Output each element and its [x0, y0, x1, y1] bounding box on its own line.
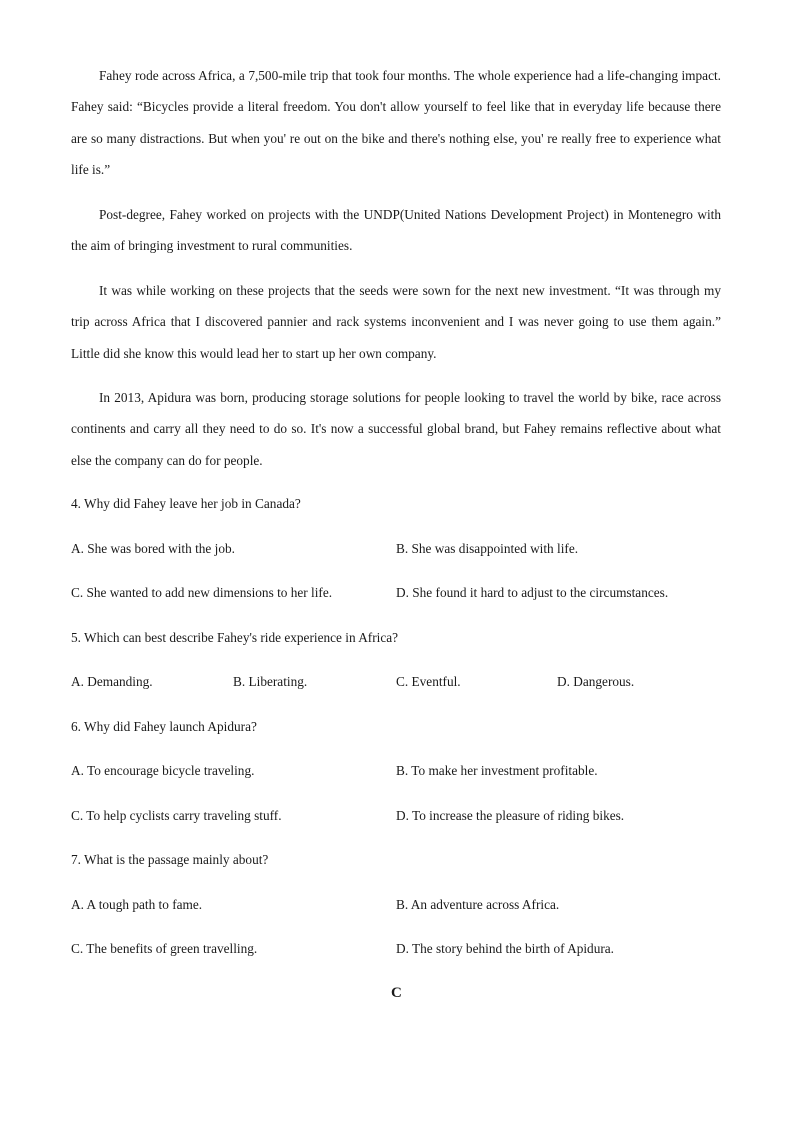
- option-c: C. The benefits of green travelling.: [71, 941, 258, 956]
- option-b: B. To make her investment profitable.: [396, 763, 598, 778]
- option-b: B. She was disappointed with life.: [396, 541, 579, 556]
- option-a: A. To encourage bicycle traveling.: [71, 763, 255, 778]
- option-d: D. Dangerous.: [557, 674, 635, 689]
- option-a: A. Demanding.: [71, 674, 153, 689]
- option-d: D. To increase the pleasure of riding bikes.: [396, 808, 625, 823]
- option-a: A. A tough path to fame.: [71, 897, 203, 912]
- option-b: B. Liberating.: [233, 674, 308, 689]
- option-a: A. She was bored with the job.: [71, 541, 235, 556]
- option-c: C. Eventful.: [396, 674, 461, 689]
- question-stem: 5. Which can best describe Fahey's ride experience in Africa?: [71, 630, 399, 645]
- question-stem: 4. Why did Fahey leave her job in Canada?: [71, 496, 301, 511]
- option-c: C. To help cyclists carry traveling stuff.: [71, 808, 282, 823]
- option-b: B. An adventure across Africa.: [396, 897, 560, 912]
- passage-paragraph: Fahey rode across Africa, a 7,500-mile trip that took four months. The whole experience had a life-changing impact. Fahey said: “Bicycles provide a literal freedom. You don't allow yourself to feel like that in everyday life because there are so many distractions. But when you' re out on the bike and there's nothing else, you' re really free to experience what life is.”: [71, 68, 721, 177]
- passage-paragraph: In 2013, Apidura was born, producing storage solutions for people looking to travel the world by bike, race across continents and carry all they need to do so. It's now a successful global brand, but Fahey remains reflective about what else the company can do for people.: [71, 390, 721, 468]
- passage-paragraph: Post-degree, Fahey worked on projects with the UNDP(United Nations Development Project) in Montenegro with the aim of bringing investment to rural communities.: [71, 207, 721, 254]
- question-stem: 6. Why did Fahey launch Apidura?: [71, 719, 257, 734]
- option-c: C. She wanted to add new dimensions to her life.: [71, 585, 333, 600]
- passage-paragraph: It was while working on these projects that the seeds were sown for the next new investment. “It was through my trip across Africa that I discovered pannier and rack systems inconvenient and I was never going to use them again.” Little did she know this would lead her to start up her own company.: [71, 283, 721, 361]
- option-d: D. She found it hard to adjust to the circumstances.: [396, 585, 669, 600]
- question-stem: 7. What is the passage mainly about?: [71, 852, 269, 867]
- section-heading: C: [391, 985, 402, 1001]
- option-d: D. The story behind the birth of Apidura.: [396, 941, 615, 956]
